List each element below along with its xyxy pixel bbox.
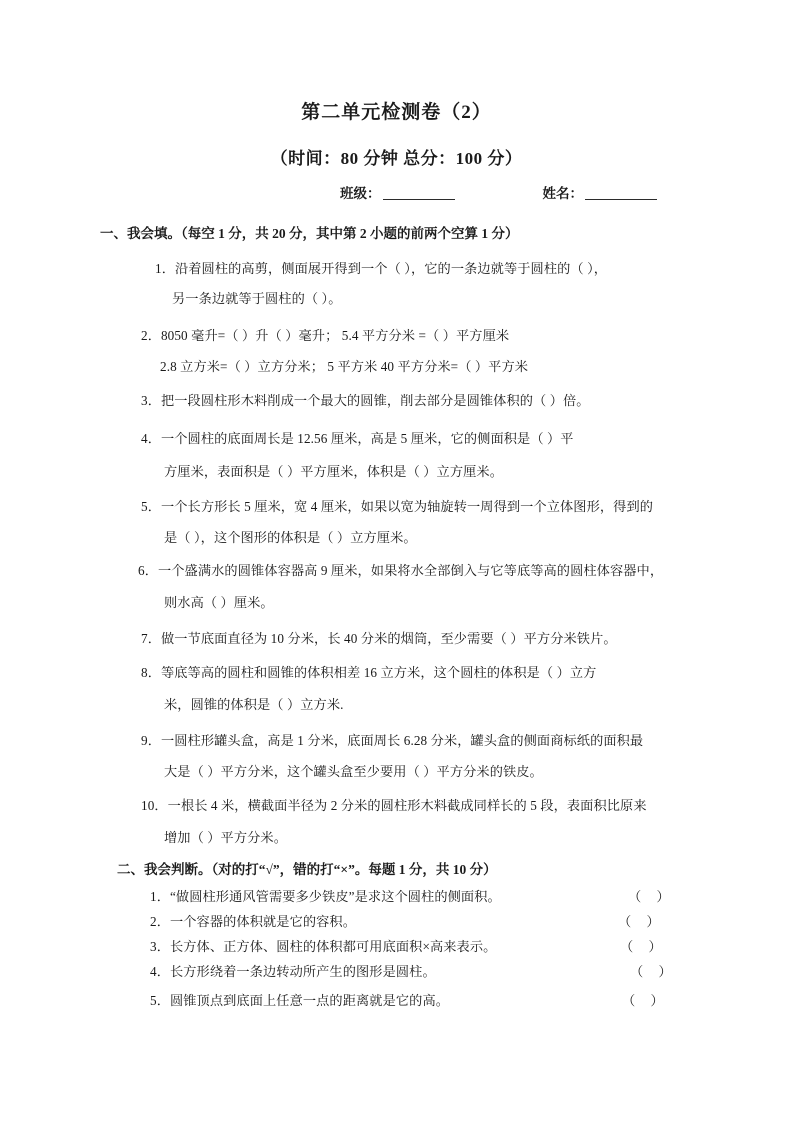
question-5-line-1: 5．一个长方形长 5 厘米，宽 4 厘米，如果以宽为轴旋转一周得到一个立体图形，得到的 bbox=[141, 499, 654, 514]
section-heading-true-false: 二、我会判断。（对的打“√”，错的打“×”。每题 1 分，共 10 分） bbox=[117, 862, 497, 877]
tf-question-4-text: 4．长方形绕着一条边转动所产生的图形是圆柱。 bbox=[150, 964, 436, 979]
tf-question-2-text: 2．一个容器的体积就是它的容积。 bbox=[150, 914, 357, 929]
tf-question-1-text: 1．“做圆柱形通风管需要多少铁皮”是求这个圆柱的侧面积。 bbox=[150, 889, 501, 904]
question-1-line-1: 1．沿着圆柱的高剪，侧面展开得到一个（ ），它的一条边就等于圆柱的（ ）， bbox=[155, 261, 608, 276]
question-5-line-2: 是（ ），这个图形的体积是（ ）立方厘米。 bbox=[164, 530, 417, 545]
question-10-line-1: 10．一根长 4 米，横截面半径为 2 分米的圆柱形木料截成同样长的 5 段，表面积比原来 bbox=[141, 798, 647, 813]
class-blank-line[interactable] bbox=[383, 199, 455, 200]
question-6-line-2: 则水高（ ）厘米。 bbox=[164, 595, 274, 610]
question-8-line-2: 米，圆锥的体积是（ ）立方米. bbox=[164, 697, 344, 712]
page-title: 第二单元检测卷（2） bbox=[301, 102, 492, 123]
name-blank-line[interactable] bbox=[585, 199, 657, 200]
question-9-line-1: 9．一圆柱形罐头盒，高是 1 分米，底面周长 6.28 分米，罐头盒的侧面商标纸的面积最 bbox=[141, 733, 644, 748]
question-2-line-1: 2．8050 毫升=（ ）升（ ）毫升； 5.4 平方分米 =（ ）平方厘米 bbox=[141, 328, 510, 343]
question-4-line-2: 方厘米，表面积是（ ）平方厘米，体积是（ ）立方厘米。 bbox=[164, 464, 503, 479]
question-3-line-1: 3．把一段圆柱形木料削成一个最大的圆锥，削去部分是圆锥体积的（ ）倍。 bbox=[141, 393, 590, 408]
tf-question-5-answer-brackets[interactable]: （ ） bbox=[622, 993, 670, 1008]
name-field[interactable] bbox=[543, 182, 658, 202]
name-label: 姓名： bbox=[542, 186, 583, 201]
exam-meta-subtitle: （时间：80 分钟 总分：100 分） bbox=[270, 149, 523, 168]
tf-question-4-answer-brackets[interactable]: （ ） bbox=[630, 964, 678, 979]
tf-question-2-answer-brackets[interactable]: （ ） bbox=[618, 914, 666, 929]
question-9-line-2: 大是（ ）平方分米，这个罐头盒至少要用（ ）平方分米的铁皮。 bbox=[164, 764, 543, 779]
question-8-line-1: 8．等底等高的圆柱和圆锥的体积相差 16 立方米，这个圆柱的体积是（ ）立方 bbox=[141, 665, 597, 680]
question-4-line-1: 4．一个圆柱的底面周长是 12.56 厘米，高是 5 厘米，它的侧面积是（ ）平 bbox=[141, 431, 574, 446]
tf-question-5-text: 5．圆锥顶点到底面上任意一点的距离就是它的高。 bbox=[150, 993, 450, 1008]
tf-question-3-answer-brackets[interactable]: （ ） bbox=[620, 939, 668, 954]
question-6-line-1: 6．一个盛满水的圆锥体容器高 9 厘米，如果将水全部倒入与它等底等高的圆柱体容器中， bbox=[138, 563, 664, 578]
student-identification-row bbox=[340, 182, 740, 202]
tf-question-3-text: 3．长方体、正方体、圆柱的体积都可用底面积×高来表示。 bbox=[150, 939, 497, 954]
class-field[interactable] bbox=[340, 182, 455, 202]
question-10-line-2: 增加（ ）平方分米。 bbox=[164, 830, 287, 845]
question-7-line-1: 7．做一节底面直径为 10 分米，长 40 分米的烟筒，至少需要（ ）平方分米铁片。 bbox=[141, 631, 617, 646]
question-2-line-2: 2.8 立方米=（ ）立方分米； 5 平方米 40 平方分米=（ ）平方米 bbox=[160, 359, 529, 374]
class-label: 班级： bbox=[340, 186, 381, 201]
section-heading-fill-in-blanks: 一、我会填。（每空 1 分，共 20 分，其中第 2 小题的前两个空算 1 分） bbox=[100, 226, 519, 241]
question-1-line-2: 另一条边就等于圆柱的（ ）。 bbox=[172, 291, 342, 306]
tf-question-1-answer-brackets[interactable]: （ ） bbox=[628, 889, 676, 904]
